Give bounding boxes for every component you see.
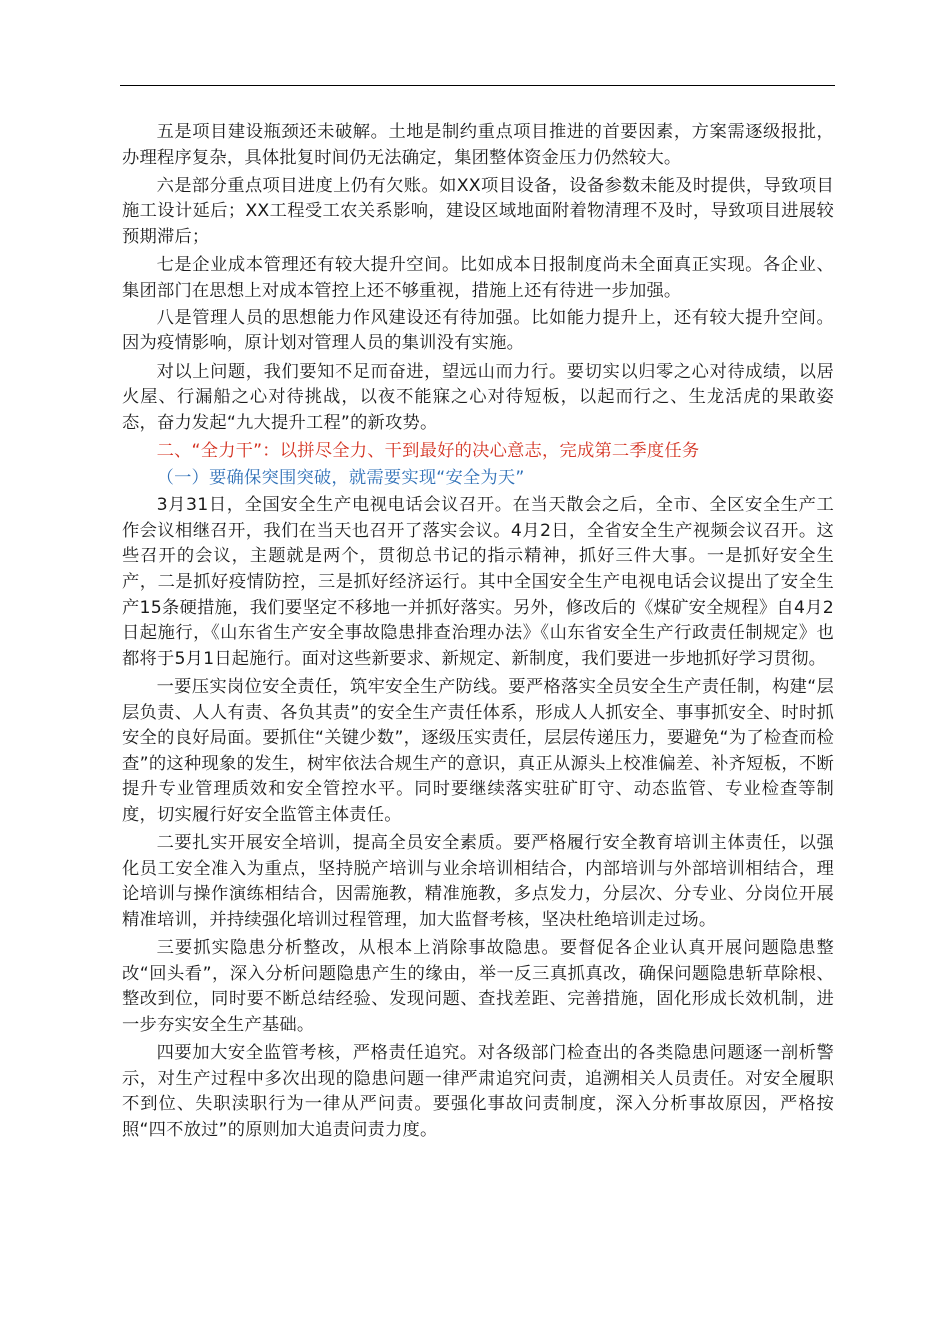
- paragraph-summary: 对以上问题，我们要知不足而奋进，望远山而力行。要切实以归零之心对待成绩，以居火屋、行漏船之心对待挑战，以夜不能寐之心对待短板，以起而行之、生龙活虎的果敢姿态，奋力发起“九大提升工程”的新攻势。: [122, 361, 834, 433]
- paragraph-task-4: 四要加大安全监管考核，严格责任追究。对各级部门检查出的各类隐患问题逐一剖析警示，对生产过程中多次出现的隐患问题一律严肃追究问责，追溯相关人员责任。对安全履职不到位、失职渎职行为一律从严问责。要强化事故问责制度，深入分析事故原因，严格按照“四不放过”的原则加大追责问责力度。: [122, 1043, 834, 1140]
- paragraph-task-1: 一要压实岗位安全责任，筑牢安全生产防线。要严格落实全员安全生产责任制，构建“层层负责、人人有责、各负其责”的安全生产责任体系，形成人人抓安全、事事抓安全、时时抓安全的良好局面。要抓住“关键少数”，逐级压实责任，层层传递压力，要避免“为了检查而检查”的这种现象的发生，树牢依法合规生产的意识，真正从源头上校准偏差、补齐短板，不断提升专业管理质效和安全管控水平。同时要继续落实驻矿盯守、动态监管、专业检查等制度，切实履行好安全监管主体责任。: [122, 676, 834, 825]
- document-body: [122, 120, 834, 1146]
- paragraph-problem-8: 八是管理人员的思想能力作风建设还有待加强。比如能力提升上，还有较大提升空间。因为疫情影响，原计划对管理人员的集训没有实施。: [122, 307, 834, 354]
- paragraph-problem-6: 六是部分重点项目进度上仍有欠账。如XX项目设备，设备参数未能及时提供，导致项目施工设计延后；XX工程受工农关系影响，建设区域地面附着物清理不及时，导致项目进展较预期滞后；: [122, 175, 834, 247]
- subsection-heading: （一）要确保突围突破，就需要实现“安全为天”: [156, 468, 525, 489]
- paragraph-problem-7: 七是企业成本管理还有较大提升空间。比如成本日报制度尚未全面真正实现。各企业、集团部门在思想上对成本管控上还不够重视，措施上还有待进一步加强。: [122, 255, 834, 301]
- paragraph-problem-5: 五是项目建设瓶颈还未破解。土地是制约重点项目推进的首要因素，方案需逐级报批，办理程序复杂，具体批复时间仍无法确定，集团整体资金压力仍然较大。: [122, 122, 834, 168]
- paragraph-task-3: 三要抓实隐患分析整改，从根本上消除事故隐患。要督促各企业认真开展问题隐患整改“回头看”，深入分析问题隐患产生的缘由，举一反三真抓真改，确保问题隐患斩草除根、整改到位，同时要不断总结经验、发现问题、查找差距、完善措施，固化形成长效机制，进一步夯实安全生产基础。: [122, 938, 834, 1035]
- paragraph-meeting: 3月31日，全国安全生产电视电话会议召开。在当天散会之后，全市、全区安全生产工作会议相继召开，我们在当天也召开了落实会议。4月2日，全省安全生产视频会议召开。这些召开的会议，主题就是两个，贯彻总书记的指示精神，抓好三件大事。一是抓好安全生产，二是抓好疫情防控，三是抓好经济运行。其中全国安全生产电视电话会议提出了安全生产15条硬措施，我们要坚定不移地一并抓好落实。另外，修改后的《煤矿安全规程》自4月2日起施行，《山东省生产安全事故隐患排查治理办法》《山东省安全生产行政责任制规定》也都将于5月1日起施行。面对这些新要求、新规定、新制度，我们要进一步地抓好学习贯彻。: [122, 495, 834, 669]
- header-rule: [120, 85, 835, 86]
- section-heading: 二、“全力干”：以拼尽全力、干到最好的决心意志，完成第二季度任务: [156, 441, 700, 461]
- paragraph-task-2: 二要扎实开展安全培训，提高全员安全素质。要严格履行安全教育培训主体责任，以强化员工安全准入为重点，坚持脱产培训与业余培训相结合，内部培训与外部培训相结合，理论培训与操作演练相结合，因需施教，精准施教，多点发力，分层次、分专业、分岗位开展精准培训，并持续强化培训过程管理，加大监督考核，坚决杜绝培训走过场。: [122, 833, 834, 930]
